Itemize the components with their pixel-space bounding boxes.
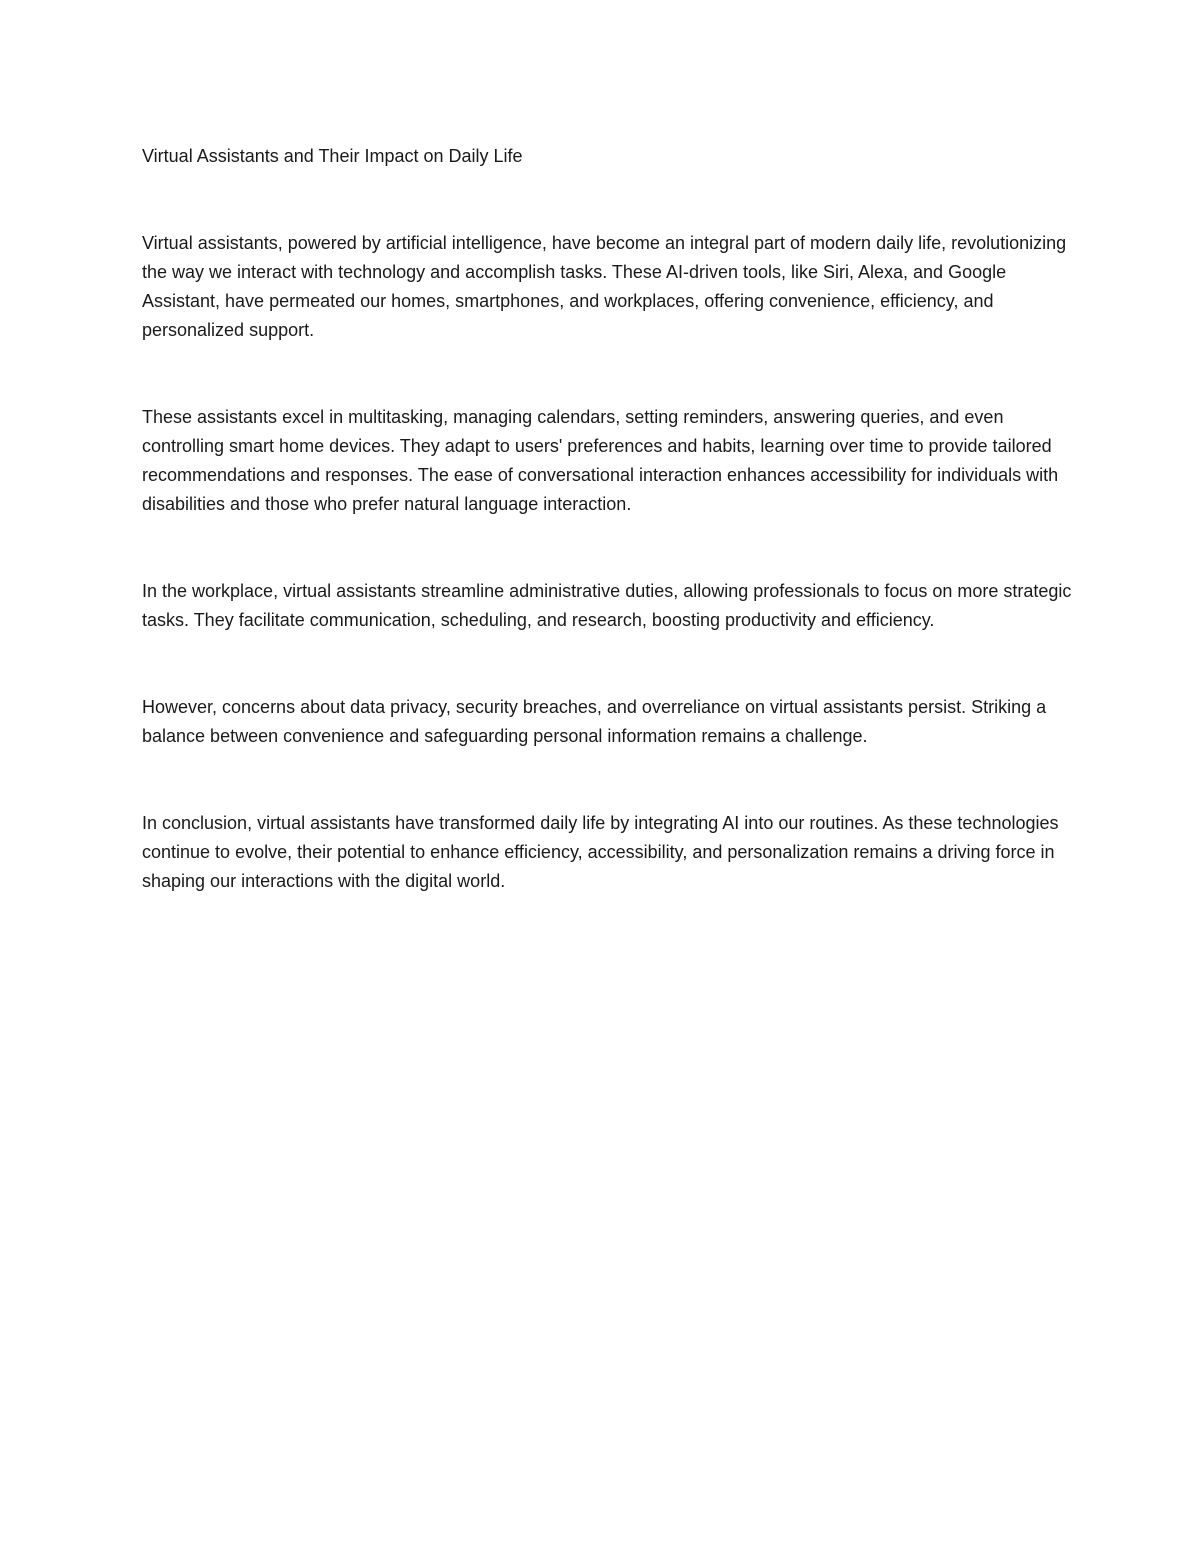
paragraph-concerns: However, concerns about data privacy, security breaches, and overreliance on virtual assistants persist. Striking a balance between convenience and safeguarding personal information remains a challenge.: [142, 697, 1047, 746]
paragraph-introduction: Virtual assistants, powered by artificial intelligence, have become an integral part of modern daily life, revolutionizing the way we interact with technology and accomplish tasks. These AI-driven tools, like Siri, Alexa, and Google Assistant, have permeated our homes, smartphones, and workplaces, offering convenience, efficiency, and personalized support.: [142, 233, 1067, 340]
document-title: Virtual Assistants and Their Impact on Daily Life: [142, 146, 523, 166]
paragraph-workplace: In the workplace, virtual assistants streamline administrative duties, allowing professionals to focus on more strategic tasks. They facilitate communication, scheduling, and research, boosting productivity and efficiency.: [142, 581, 1072, 630]
document-body: [142, 142, 1072, 896]
paragraph-capabilities: These assistants excel in multitasking, managing calendars, setting reminders, answering queries, and even controlling smart home devices. They adapt to users' preferences and habits, learning over time to provide tailored recommendations and responses. The ease of conversational interaction enhances accessibility for individuals with disabilities and those who prefer natural language interaction.: [142, 407, 1059, 514]
paragraph-conclusion: In conclusion, virtual assistants have transformed daily life by integrating AI into our routines. As these technologies continue to evolve, their potential to enhance efficiency, accessibility, and personalization remains a driving force in shaping our interactions with the digital world.: [142, 813, 1059, 891]
